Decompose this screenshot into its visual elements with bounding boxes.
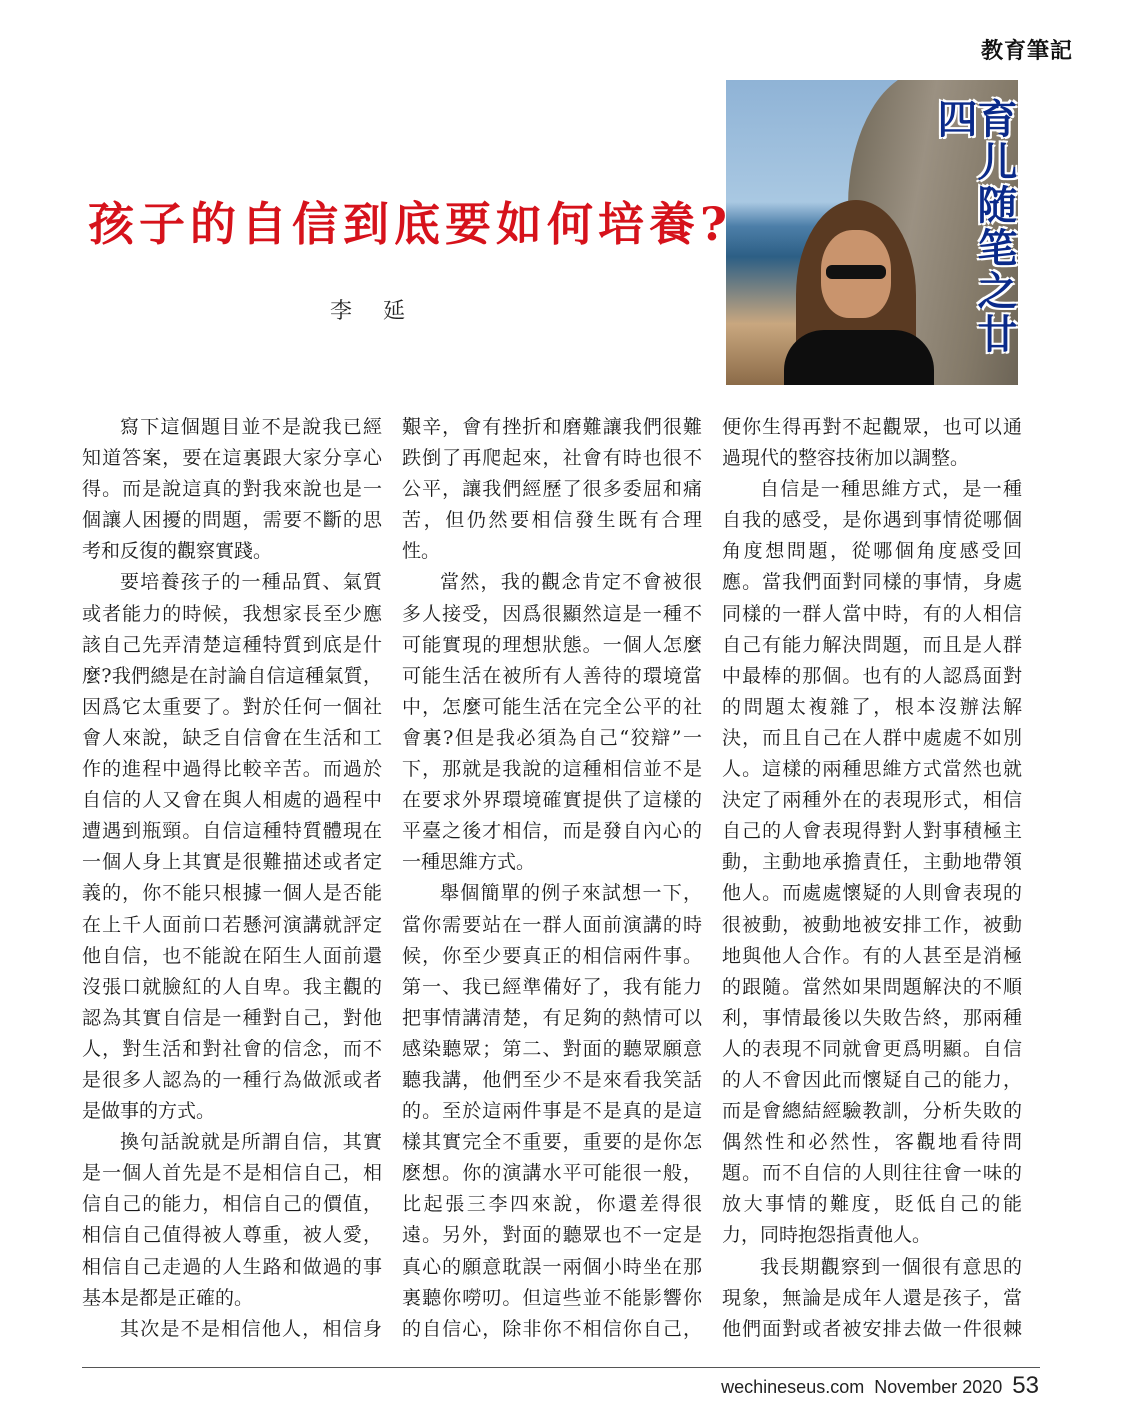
paragraph: 換句話說就是所謂自信，其實是一個人首先是不是相信自己，相信自己的能力，相信自己的價值，相信自己值得被人尊重，被人愛，相信自己走過的人生路和做過的事基本是都是正確的。: [82, 1131, 382, 1309]
body-graphic: [784, 330, 934, 385]
article-author: 李 延: [330, 299, 417, 324]
paragraph: 當然，我的觀念肯定不會被很多人接受，因爲很顯然這是一種不可能實現的理想狀態。一個人怎麼可能生活在被所有人善待的環境當中，怎麼可能生活在完全公平的社會裏?但是我必須為自己“狡辯”一下，那就是我說的這種相信並不是在要求外界環境確實提供了這樣的平臺之後才相信，而是發自內心的一種思維方式。: [402, 571, 702, 874]
footer-divider: [82, 1367, 1040, 1368]
sunglasses-graphic: [826, 265, 886, 279]
footer-site: wechineseus.com: [721, 1377, 865, 1397]
paragraph: 寫下這個題目並不是說我已經知道答案，要在這裏跟大家分享心得。而是說這真的對我來說也是一個讓人困擾的問題，需要不斷的思考和反復的觀察實踐。: [82, 416, 382, 563]
paragraph: 自信是一種思維方式，是一種自我的感受，是你遇到事情從哪個角度想問題，從哪個角度感受回應。當我們面對同樣的事情，身處同樣的一群人當中時，有的人相信自己有能力解決問題，而且是人群中最棒的那個。也有的人認爲面對的問題太複雜了，根本沒辦法解決，而且自己在人群中處處不如別人。這樣的兩種思維方式當然也就決定了兩種外在的表現形式，相信自己的人會表現得對人對事積極主動，主動地承擔責任，主動地帶領他人。而處處懷疑的人則會表現的很被動，被動地被安排工作，被動地與他人合作。有的人甚至是消極的跟隨。當然如果問題解決的不順利，事情最後以失敗告終，那兩種人的表現不同就會更爲明顯。自信的人不會因此而懷疑自己的能力，而是會總結經驗教訓，分析失敗的偶然性和必然性，客觀地看待問題。而不自信的人則往往會一味的放大事情的難度，貶低自己的能力，同時抱怨指責他人。: [722, 478, 1022, 1247]
paragraph: 艱辛，會有挫折和磨難讓我們很難跌倒了再爬起來，社會有時也很不公平，讓我們經歷了很多委屈和痛苦，但仍然要相信發生既有合理性。: [402, 416, 702, 563]
paragraph: 其次是不是相信他人，相信身: [120, 1317, 382, 1340]
paragraph: 便你生得再對不起觀眾，也可以通過現代的整容技術加以調整。: [722, 416, 1022, 470]
photo-caption: 育儿随笔之廿四: [931, 98, 1017, 356]
text-column-3: [722, 412, 1022, 1347]
paragraph: 我長期觀察到一個很有意思的現象，無論是成年人還是孩子，當他們面對或者被安排去做一件很棘: [722, 1255, 1022, 1340]
paragraph: 要培養孩子的一種品質、氣質或者能力的時候，我想家長至少應該自己先弄清楚這種特質到底是什麼?我們總是在討論自信這種氣質，因爲它太重要了。對於任何一個社會人來說，缺乏自信會在生活和工作的進程中過得比較辛苦。而過於自信的人又會在與人相處的過程中遭遇到瓶頸。自信這種特質體現在一個人身上其實是很難描述或者定義的，你不能只根據一個人是否能在上千人面前口若懸河演講就評定他自信，也不能說在陌生人面前還沒張口就臉紅的人自卑。我主觀的認為其實自信是一種對自己，對他人，對生活和對社會的信念，而不是很多人認為的一種行為做派或者是做事的方式。: [82, 571, 382, 1123]
page-number: 53: [1012, 1372, 1039, 1399]
article-title: 孩子的自信到底要如何培養?: [88, 197, 732, 251]
paragraph: 舉個簡單的例子來試想一下，當你需要站在一群人面前演講的時候，你至少要真正的相信兩件事。第一、我已經準備好了，我有能力把事情講清楚，有足夠的熱情可以感染聽眾；第二、對面的聽眾願意聽我講，他們至少不是來看我笑話的。至於這兩件事是不是真的是這樣其實完全不重要，重要的是你怎麽想。你的演講水平可能很一般，比起張三李四來說，你還差得很遠。另外，對面的聽眾也不一定是真心的願意耽誤一兩個小時坐在那裏聽你嘮叨。但這些並不能影響你的自信心，除非你不相信你自己，: [402, 882, 702, 1340]
section-label: 教育筆記: [980, 38, 1073, 64]
text-column-1: [82, 412, 382, 1347]
text-column-2: [402, 412, 702, 1347]
footer-issue: November 2020: [874, 1377, 1003, 1397]
author-photo: [726, 80, 1018, 385]
page-footer: [721, 1372, 1039, 1400]
article-body: [82, 412, 1044, 1347]
